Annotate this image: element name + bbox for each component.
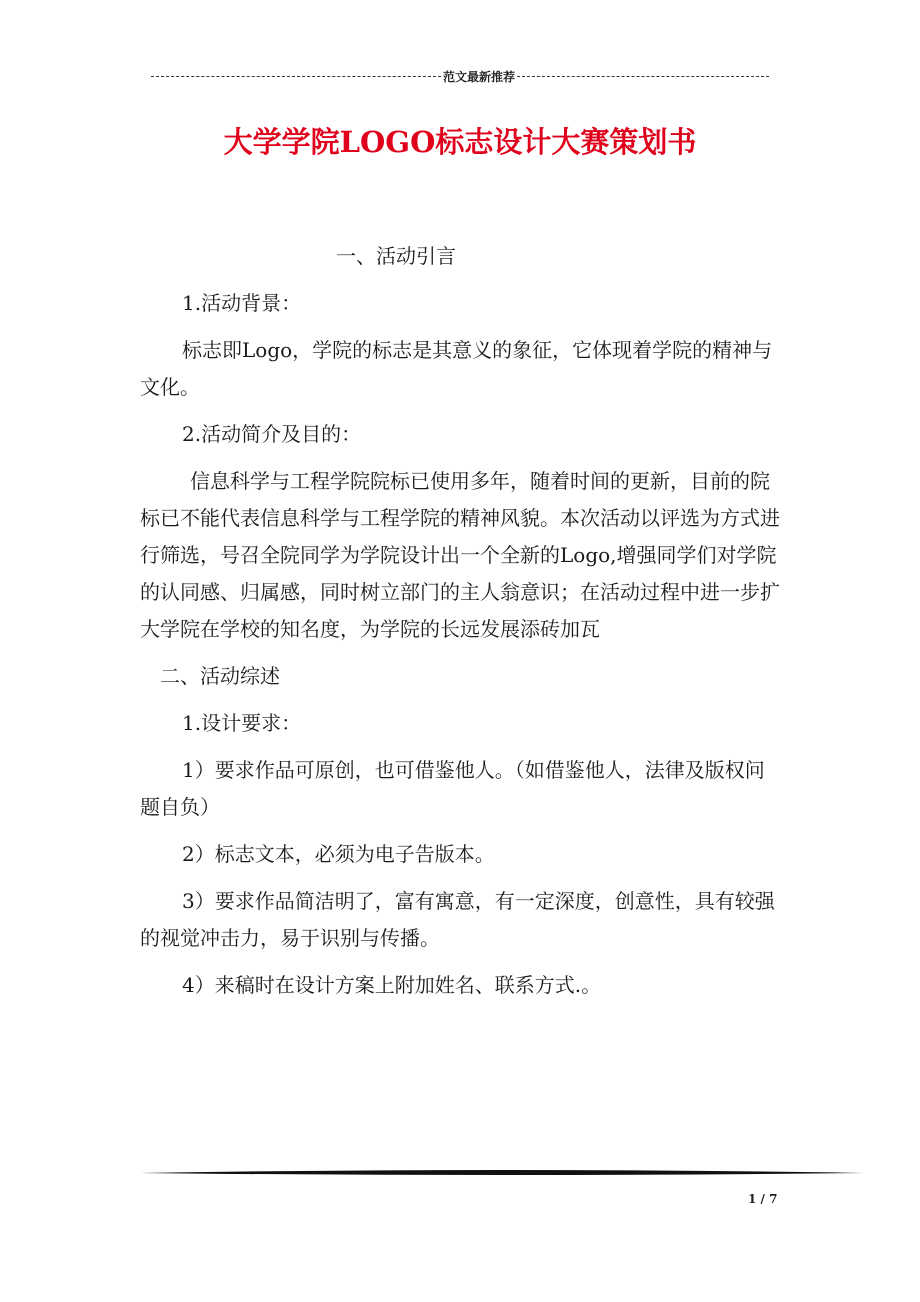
requirement-item-1: 1）要求作品可原创，也可借鉴他人。（如借鉴他人，法律及版权问题自负） bbox=[140, 758, 765, 819]
header-label: 范文最新推荐 bbox=[442, 70, 515, 84]
section-heading-2: 二、活动综述 bbox=[160, 664, 280, 688]
section-heading-1: 一、活动引言 bbox=[336, 244, 456, 268]
requirement-item-4: 4）来稿时在设计方案上附加姓名、联系方式.。 bbox=[182, 973, 602, 997]
requirement-item-2: 2）标志文本，必须为电子告版本。 bbox=[182, 842, 495, 866]
paragraph-intro: 信息科学与工程学院院标已使用多年，随着时间的更新，目前的院标已不能代表信息科学与工程学院的精神风貌。本次活动以评选为方式进行筛选，号召全院同学为学院设计出一个全新的Logo,增强同学们对学院的认同感、归属感，同时树立部门的主人翁意识；在活动过程中进一步扩大学院在学校的知名度，为学院的长远发展添砖加瓦 bbox=[140, 469, 780, 641]
requirement-item-3: 3）要求作品简洁明了，富有寓意，有一定深度，创意性，具有较强的视觉冲击力，易于识别与传播。 bbox=[140, 889, 775, 950]
subheading-design-requirements: 1.设计要求： bbox=[182, 711, 302, 735]
document-title: 大学学院LOGO标志设计大赛策划书 bbox=[223, 125, 697, 159]
header-dash-left bbox=[151, 76, 441, 77]
header-dash-right bbox=[517, 76, 769, 77]
subheading-background: 1.活动背景： bbox=[182, 291, 302, 315]
footer-divider bbox=[140, 1166, 864, 1180]
page-header bbox=[140, 68, 780, 85]
paragraph-background: 标志即Logo，学院的标志是其意义的象征，它体现着学院的精神与文化。 bbox=[140, 338, 773, 399]
subheading-intro: 2.活动简介及目的： bbox=[182, 422, 362, 446]
page-number: 1 / 7 bbox=[748, 1192, 778, 1206]
document-body bbox=[140, 238, 782, 1014]
